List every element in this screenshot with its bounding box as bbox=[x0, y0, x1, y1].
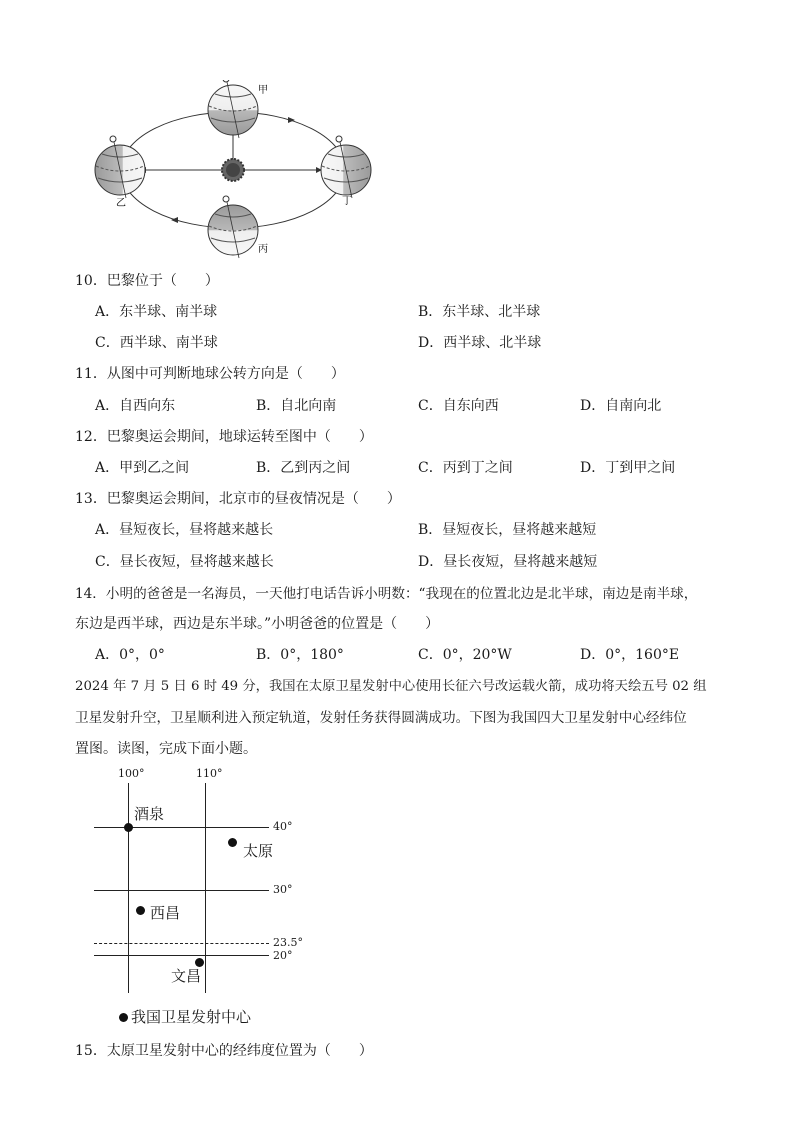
q12-option-b[interactable]: B．乙到丙之间 bbox=[256, 460, 351, 476]
lat-label-23-5: 23.5° bbox=[273, 936, 303, 949]
earth-ding bbox=[321, 136, 371, 198]
q10-option-c[interactable]: C．西半球、南半球 bbox=[95, 335, 218, 351]
map-legend: 我国卫星发射中心 bbox=[131, 1008, 252, 1026]
q13-option-a[interactable]: A．昼短夜长，昼将越来越长 bbox=[95, 522, 274, 538]
taiyuan-dot-icon bbox=[228, 838, 237, 847]
place-wenchang: 文昌 bbox=[171, 967, 202, 985]
q14-option-d[interactable]: D．0°，160°E bbox=[580, 647, 680, 663]
lat-label-20: 20° bbox=[273, 949, 293, 962]
place-jiuquan: 酒泉 bbox=[134, 805, 165, 823]
earth-orbit-diagram bbox=[88, 80, 388, 260]
q13-option-d[interactable]: D．昼长夜短，昼将越来越短 bbox=[418, 554, 598, 570]
label-bing: 丙 bbox=[258, 244, 268, 255]
q10-option-a[interactable]: A．东半球、南半球 bbox=[95, 304, 218, 320]
q14-option-b[interactable]: B．0°，180° bbox=[256, 647, 344, 663]
label-jia: 甲 bbox=[258, 85, 268, 96]
question-13: 13．巴黎奥运会期间，北京市的昼夜情况是（ ） bbox=[75, 491, 401, 507]
question-15: 15．太原卫星发射中心的经纬度位置为（ ） bbox=[75, 1043, 373, 1059]
lon-label-100: 100° bbox=[118, 767, 145, 780]
place-taiyuan: 太原 bbox=[243, 842, 274, 860]
lon-label-110: 110° bbox=[196, 767, 223, 780]
q10-option-b[interactable]: B．东半球、北半球 bbox=[418, 304, 541, 320]
earth-jia bbox=[208, 80, 258, 138]
question-14-line1: 14．小明的爸爸是一名海员，一天他打电话告诉小明数：“我现在的位置北边是北半球，南边是南半球， bbox=[75, 586, 698, 602]
q14-option-a[interactable]: A．0°，0° bbox=[95, 647, 165, 663]
intro-line-1: 2024 年 7 月 5 日 6 时 49 分，我国在太原卫星发射中心使用长征六号改运载火箭，成功将天绘五号 02 组 bbox=[75, 679, 707, 694]
earth-yi bbox=[95, 136, 145, 198]
label-yi: 乙 bbox=[116, 198, 126, 209]
intro-line-2: 卫星发射升空，卫星顺利进入预定轨道，发射任务获得圆满成功。下图为我国四大卫星发射中心经纬位 bbox=[75, 710, 687, 726]
question-14-line2: 东边是西半球，西边是东半球。”小明爸爸的位置是（ ） bbox=[75, 616, 440, 632]
lat-label-30: 30° bbox=[273, 883, 293, 896]
question-11: 11．从图中可判断地球公转方向是（ ） bbox=[75, 366, 345, 382]
xichang-dot-icon bbox=[136, 906, 145, 915]
q10-option-d[interactable]: D．西半球、北半球 bbox=[418, 335, 542, 351]
earth-bing bbox=[208, 196, 258, 258]
lat-label-40: 40° bbox=[273, 820, 293, 833]
q13-option-c[interactable]: C．昼长夜短，昼将越来越长 bbox=[95, 554, 274, 570]
intro-line-3: 置图。读图，完成下面小题。 bbox=[75, 741, 257, 757]
q12-option-d[interactable]: D．丁到甲之间 bbox=[580, 460, 676, 476]
question-12: 12．巴黎奥运会期间，地球运转至图中（ ） bbox=[75, 429, 373, 445]
q11-option-c[interactable]: C．自东向西 bbox=[418, 398, 499, 414]
q11-option-d[interactable]: D．自南向北 bbox=[580, 398, 662, 414]
legend-dot-icon bbox=[119, 1013, 128, 1022]
q12-option-c[interactable]: C．丙到丁之间 bbox=[418, 460, 513, 476]
jiuquan-dot-icon bbox=[124, 823, 133, 832]
q11-option-b[interactable]: B．自北向南 bbox=[256, 398, 337, 414]
q11-option-a[interactable]: A．自西向东 bbox=[95, 398, 176, 414]
place-xichang: 西昌 bbox=[150, 904, 181, 922]
label-ding: 丁 bbox=[342, 196, 352, 207]
q14-option-c[interactable]: C．0°，20°W bbox=[418, 647, 512, 663]
question-10: 10．巴黎位于（ ） bbox=[75, 273, 219, 289]
launch-center-grid-map bbox=[80, 765, 340, 1035]
q13-option-b[interactable]: B．昼短夜长，昼将越来越短 bbox=[418, 522, 597, 538]
q12-option-a[interactable]: A．甲到乙之间 bbox=[95, 460, 190, 476]
